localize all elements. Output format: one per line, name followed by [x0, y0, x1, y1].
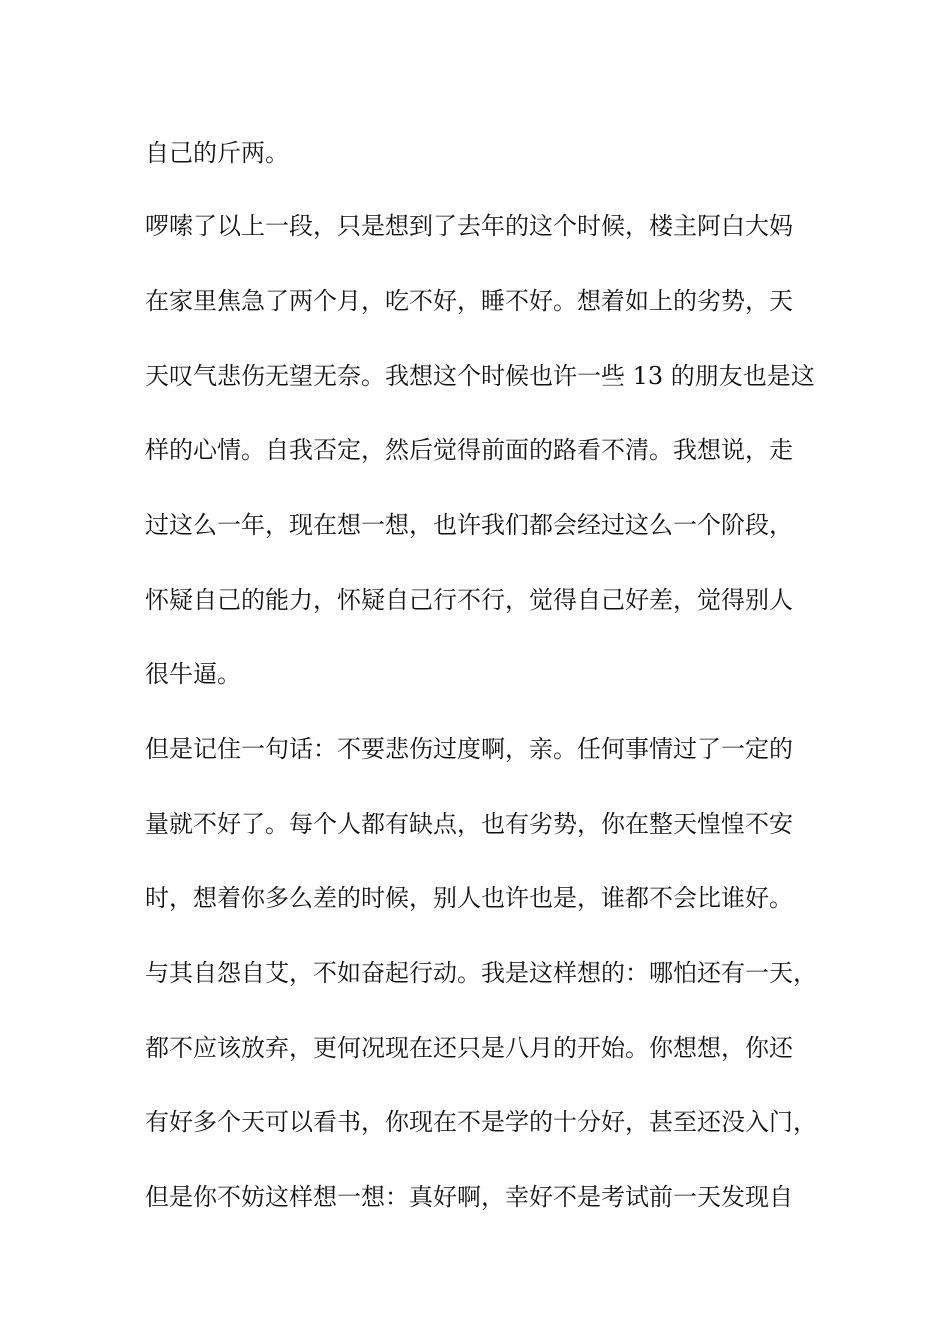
text-line: 但是记住一句话：不要悲伤过度啊，亲。任何事情过了一定的	[145, 735, 793, 763]
text-line: 量就不好了。每个人都有缺点，也有劣势，你在整天惶惶不安	[145, 810, 793, 838]
text-line: 啰嗦了以上一段，只是想到了去年的这个时候，楼主阿白大妈	[145, 212, 793, 240]
text-line: 时，想着你多么差的时候，别人也许也是，谁都不会比谁好。	[145, 884, 793, 912]
text-line: 都不应该放弃，更何况现在还只是八月的开始。你想想，你还	[145, 1034, 793, 1062]
text-line: 怀疑自己的能力，怀疑自己行不行，觉得自己好差，觉得别人	[145, 586, 793, 614]
text-line: 自己的斤两。	[145, 139, 289, 167]
text-line: 样的心情。自我否定，然后觉得前面的路看不清。我想说，走	[145, 436, 793, 464]
text-line: 很牛逼。	[145, 660, 241, 688]
text-line: 有好多个天可以看书，你现在不是学的十分好，甚至还没入门，	[145, 1108, 817, 1136]
text-line: 但是你不妨这样想一想：真好啊，幸好不是考试前一天发现自	[145, 1183, 793, 1211]
text-line: 与其自怨自艾，不如奋起行动。我是这样想的：哪怕还有一天，	[145, 959, 817, 987]
text-line: 过这么一年，现在想一想，也许我们都会经过这么一个阶段，	[145, 511, 793, 539]
text-line: 天叹气悲伤无望无奈。我想这个时候也许一些 13 的朋友也是这	[145, 362, 815, 390]
text-line: 在家里焦急了两个月，吃不好，睡不好。想着如上的劣势，天	[145, 287, 793, 315]
